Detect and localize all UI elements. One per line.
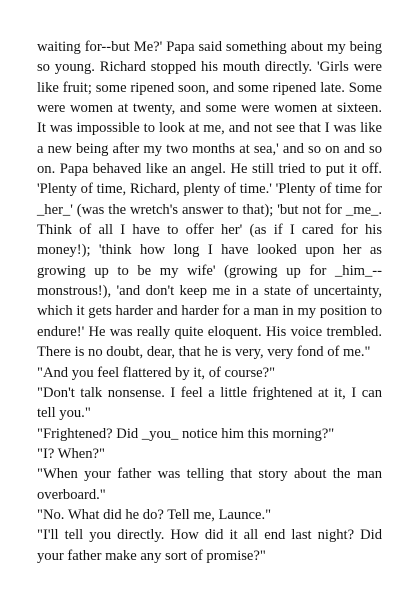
paragraph-dialogue-1: "And you feel flattered by it, of course?"	[37, 364, 276, 381]
paragraph-dialogue-3: "Frightened? Did _you_ notice him this morning?"	[37, 425, 335, 442]
paragraph-dialogue-7: "I'll tell you directly. How did it all end last night? Did your father make any sort of promise?"	[37, 527, 382, 564]
paragraph-dialogue-5: "When your father was telling that story about the man overboard."	[37, 466, 382, 503]
paragraph-narrative: waiting for--but Me?' Papa said something about my being so young. Richard stopped his mouth directly. 'Girls were like fruit; some ripened soon, and some ripened late. Some were women at twenty, and some were women at sixteen. It was impossible to look at me, and not see that I was like a new being after my two months at sea,' and so on and so on. Papa behaved like an angel. He still tried to put it off. 'Plenty of time, Richard, plenty of time.' 'Plenty of time for _her_' (was the wretch's answer to that); 'but not for _me_. Think of all I have to offer her' (as if I cared for his money!); 'think how long I have looked upon her as growing up to be my wife' (growing up for _him_--monstrous!), 'and don't keep me in a state of uncertainty, which it gets harder and harder for a man in my position to endure!' He was really quite eloquent. His voice trembled. There is no doubt, dear, that he is very, very fond of me."	[37, 39, 382, 361]
page-text	[37, 37, 382, 566]
paragraph-dialogue-4: "I? When?"	[37, 445, 105, 462]
paragraph-dialogue-2: "Don't talk nonsense. I feel a little frightened at it, I can tell you."	[37, 384, 382, 422]
paragraph-dialogue-6: "No. What did he do? Tell me, Launce."	[37, 506, 272, 523]
